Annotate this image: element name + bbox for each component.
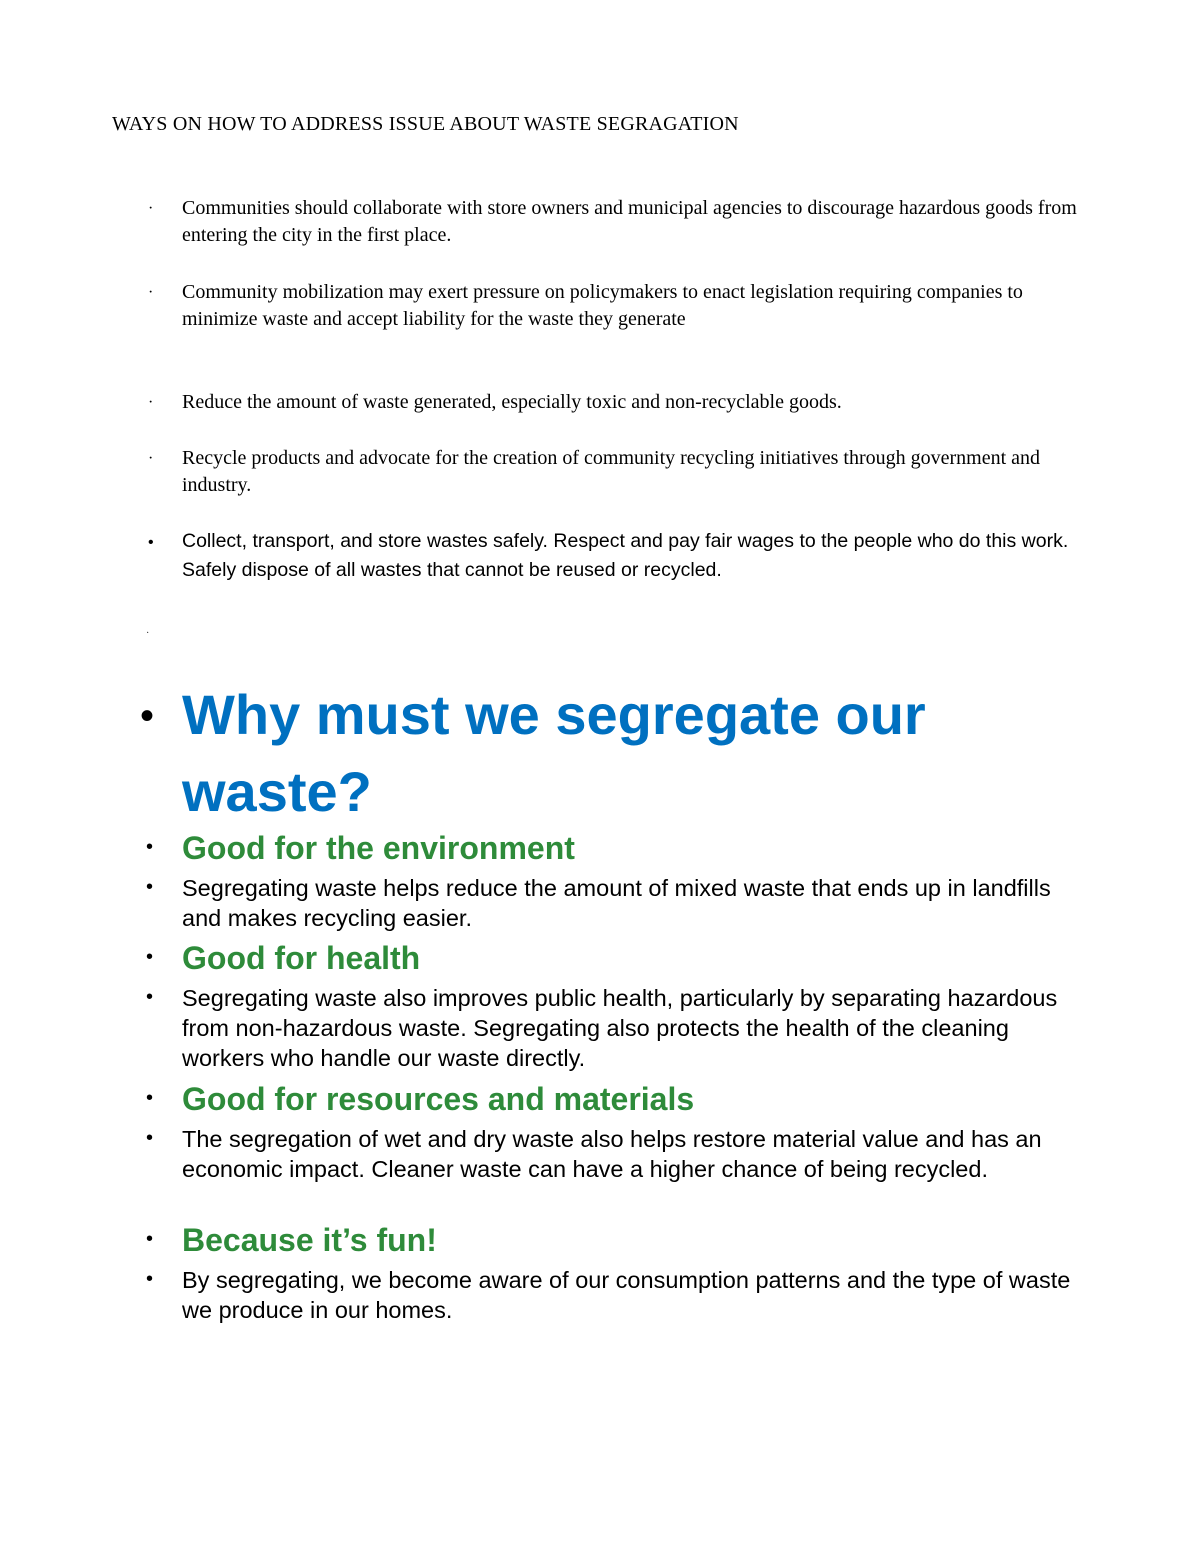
reason-heading: Good for resources and materials [182,1081,695,1117]
ways-list [0,0,1200,640]
list-bullet: · [148,394,154,411]
document-title: WAYS ON HOW TO ADDRESS ISSUE ABOUT WASTE SEGRAGATION [112,113,739,135]
why-heading: Why must we segregate our waste? [182,683,926,823]
reason-text: The segregation of wet and dry waste also helps restore material value and has an economic impact. Cleaner waste can have a higher chance of being recycled. [182,1126,1042,1182]
heading-bullet: • [140,694,155,738]
list-item: Community mobilization may exert pressure on policymakers to enact legislation requiring companies to minimize waste and accept liability for the waste they generate [182,281,1023,330]
list-bullet: • [146,986,154,1008]
list-item: Reduce the amount of waste generated, especially toxic and non-recyclable goods. [182,391,842,413]
list-item: Communities should collaborate with store owners and municipal agencies to discourage hazardous goods from entering the city in the first place. [182,197,1077,246]
reason-heading: Good for health [182,940,421,976]
reason-text: Segregating waste helps reduce the amount of mixed waste that ends up in landfills and makes recycling easier. [182,875,1051,931]
list-item: Recycle products and advocate for the creation of community recycling initiatives through government and industry. [182,447,1041,496]
list-bullet: • [146,1228,154,1250]
reason-text: By segregating, we become aware of our consumption patterns and the type of waste we produce in our homes. [182,1267,1071,1323]
stray-mark: · [146,628,150,639]
list-bullet: • [146,836,154,858]
list-bullet: • [146,1087,154,1109]
reason-heading: Because it’s fun! [182,1222,437,1258]
list-bullet: · [148,200,154,217]
list-bullet: · [148,284,154,301]
list-bullet: • [146,1127,154,1149]
list-bullet: · [148,450,154,467]
reason-text: Segregating waste also improves public health, particularly by separating hazardous from non-hazardous waste. Segregating also protects the health of the cleaning workers who handle our waste directly. [182,985,1058,1071]
list-bullet: • [146,946,154,968]
list-bullet: • [146,876,154,898]
reason-heading: Good for the environment [182,830,575,866]
list-bullet: • [148,534,154,551]
list-item: Collect, transport, and store wastes safely. Respect and pay fair wages to the people who do this work. Safely dispose of all wastes that cannot be reused or recycled. [182,530,1069,581]
list-bullet: • [146,1268,154,1290]
